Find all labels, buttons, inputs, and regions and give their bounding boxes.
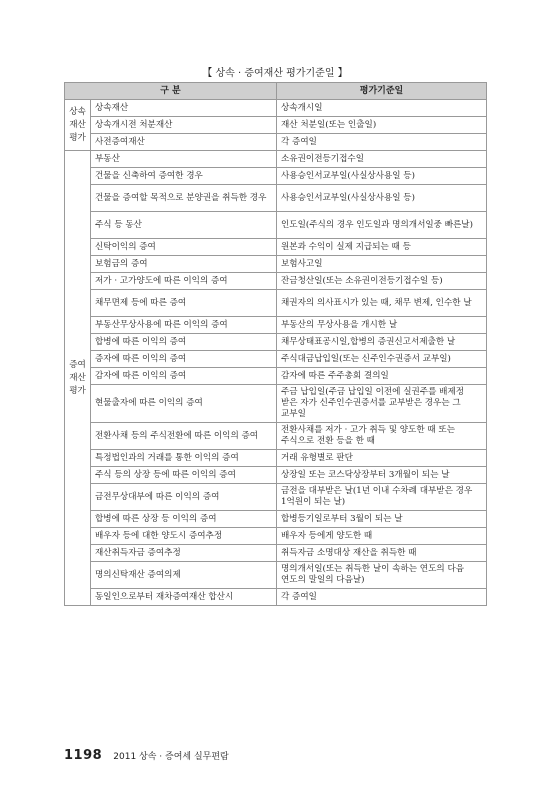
table-row [65, 239, 487, 256]
row-date: 사용승인서교부일(사실상사용일 등) [277, 185, 487, 212]
row-date: 원본과 수익이 실제 지급되는 때 등 [277, 239, 487, 256]
table-row [65, 256, 487, 273]
row-item: 저가 · 고가양도에 따른 이익의 증여 [91, 273, 277, 290]
row-item: 합병에 따른 상장 등 이익의 증여 [91, 511, 277, 528]
row-date: 상속개시일 [277, 100, 487, 117]
row-date: 주식대금납입일(또는 신주인수권증서 교부일) [277, 351, 487, 368]
page-title: 【 상속 · 증여재산 평가기준일 】 [202, 68, 348, 79]
row-item: 건물을 증여할 목적으로 분양권을 취득한 경우 [91, 185, 277, 212]
row-date: 각 증여일 [277, 589, 487, 606]
row-item: 신탁이익의 증여 [91, 239, 277, 256]
row-item: 보험금의 증여 [91, 256, 277, 273]
row-date: 전환사채를 저가 · 고가 취득 및 양도한 때 또는 주식으로 전환 등을 한 때 [277, 423, 487, 450]
row-item: 증자에 따른 이익의 증여 [91, 351, 277, 368]
row-date: 합병등기일로부터 3월이 되는 날 [277, 511, 487, 528]
row-item: 감자에 따른 이익의 증여 [91, 368, 277, 385]
table-row [65, 185, 487, 212]
evaluation-date-table [64, 82, 487, 606]
table-row [65, 368, 487, 385]
table-row [65, 484, 487, 511]
table-row [65, 134, 487, 151]
row-item: 배우자 등에 대한 양도시 증여추정 [91, 528, 277, 545]
row-item: 금전무상대부에 따른 이익의 증여 [91, 484, 277, 511]
table-row [65, 589, 487, 606]
row-item: 부동산무상사용에 따른 이익의 증여 [91, 317, 277, 334]
row-item: 명의신탁재산 증여의제 [91, 562, 277, 589]
table-row [65, 450, 487, 467]
page-number: 1198 [64, 748, 103, 763]
table-row [65, 168, 487, 185]
row-date: 채권자의 의사표시가 있는 때, 채무 변제, 인수한 날 [277, 290, 487, 317]
table-row [65, 212, 487, 239]
row-item: 특정법인과의 거래를 통한 이익의 증여 [91, 450, 277, 467]
row-item: 사전증여재산 [91, 134, 277, 151]
row-date: 보험사고일 [277, 256, 487, 273]
row-item: 부동산 [91, 151, 277, 168]
row-item: 건물을 신축하여 증여한 경우 [91, 168, 277, 185]
row-item: 재산취득자금 증여추정 [91, 545, 277, 562]
table-header-row [65, 83, 487, 100]
row-item: 채무면제 등에 따른 증여 [91, 290, 277, 317]
table-row [65, 528, 487, 545]
table-row [65, 117, 487, 134]
row-date: 소유권이전등기접수일 [277, 151, 487, 168]
row-date: 배우자 등에게 양도한 때 [277, 528, 487, 545]
row-date: 부동산의 무상사용을 개시한 날 [277, 317, 487, 334]
header-category: 구 분 [65, 83, 277, 100]
table-row [65, 562, 487, 589]
table-row [65, 545, 487, 562]
table-row [65, 317, 487, 334]
table-row [65, 100, 487, 117]
row-date: 사용승인서교부일(사실상사용일 등) [277, 168, 487, 185]
book-title: 2011 상속 · 증여세 실무편람 [113, 752, 229, 762]
table-row [65, 511, 487, 528]
row-date: 상장일 또는 코스닥상장부터 3개월이 되는 날 [277, 467, 487, 484]
table-row [65, 385, 487, 423]
table-row [65, 351, 487, 368]
group-label-inheritance: 상속 재산 평가 [65, 100, 91, 151]
row-item: 상속재산 [91, 100, 277, 117]
row-date: 재산 처분일(또는 인출일) [277, 117, 487, 134]
row-item: 합병에 따른 이익의 증여 [91, 334, 277, 351]
table-row [65, 467, 487, 484]
row-date: 명의개서일(또는 취득한 날이 속하는 연도의 다음 연도의 말일의 다음날) [277, 562, 487, 589]
row-date: 각 증여일 [277, 134, 487, 151]
header-base-date: 평가기준일 [277, 83, 487, 100]
row-item: 동일인으로부터 재차증여재산 합산시 [91, 589, 277, 606]
row-date: 감자에 따른 주주총회 결의일 [277, 368, 487, 385]
row-item: 주식 등 동산 [91, 212, 277, 239]
group-label-gift: 증여 재산 평가 [65, 151, 91, 606]
row-date: 주금 납입일(주금 납입일 이전에 실권주를 배제정 받은 자가 신주인수권증서를 교부받은 경우는 그 교부일 [277, 385, 487, 423]
table-row [65, 273, 487, 290]
row-item: 현물출자에 따른 이익의 증여 [91, 385, 277, 423]
row-date: 금전을 대부받은 날(1년 이내 수차례 대부받은 경우 1억원이 되는 날) [277, 484, 487, 511]
row-date: 인도일(주식의 경우 인도일과 명의개서일중 빠른날) [277, 212, 487, 239]
row-date: 취득자금 소명대상 재산을 취득한 때 [277, 545, 487, 562]
row-date: 거래 유형별로 판단 [277, 450, 487, 467]
page-footer [64, 744, 229, 763]
row-date: 잔금청산일(또는 소유권이전등기접수일 등) [277, 273, 487, 290]
table-row [65, 151, 487, 168]
table-row [65, 290, 487, 317]
row-item: 주식 등의 상장 등에 따른 이익의 증여 [91, 467, 277, 484]
row-date: 채무상태표공시일,합병의 증권신고서제출한 날 [277, 334, 487, 351]
table-row [65, 334, 487, 351]
row-item: 전환사채 등의 주식전환에 따른 이익의 증여 [91, 423, 277, 450]
row-item: 상속개시전 처분재산 [91, 117, 277, 134]
table-row [65, 423, 487, 450]
